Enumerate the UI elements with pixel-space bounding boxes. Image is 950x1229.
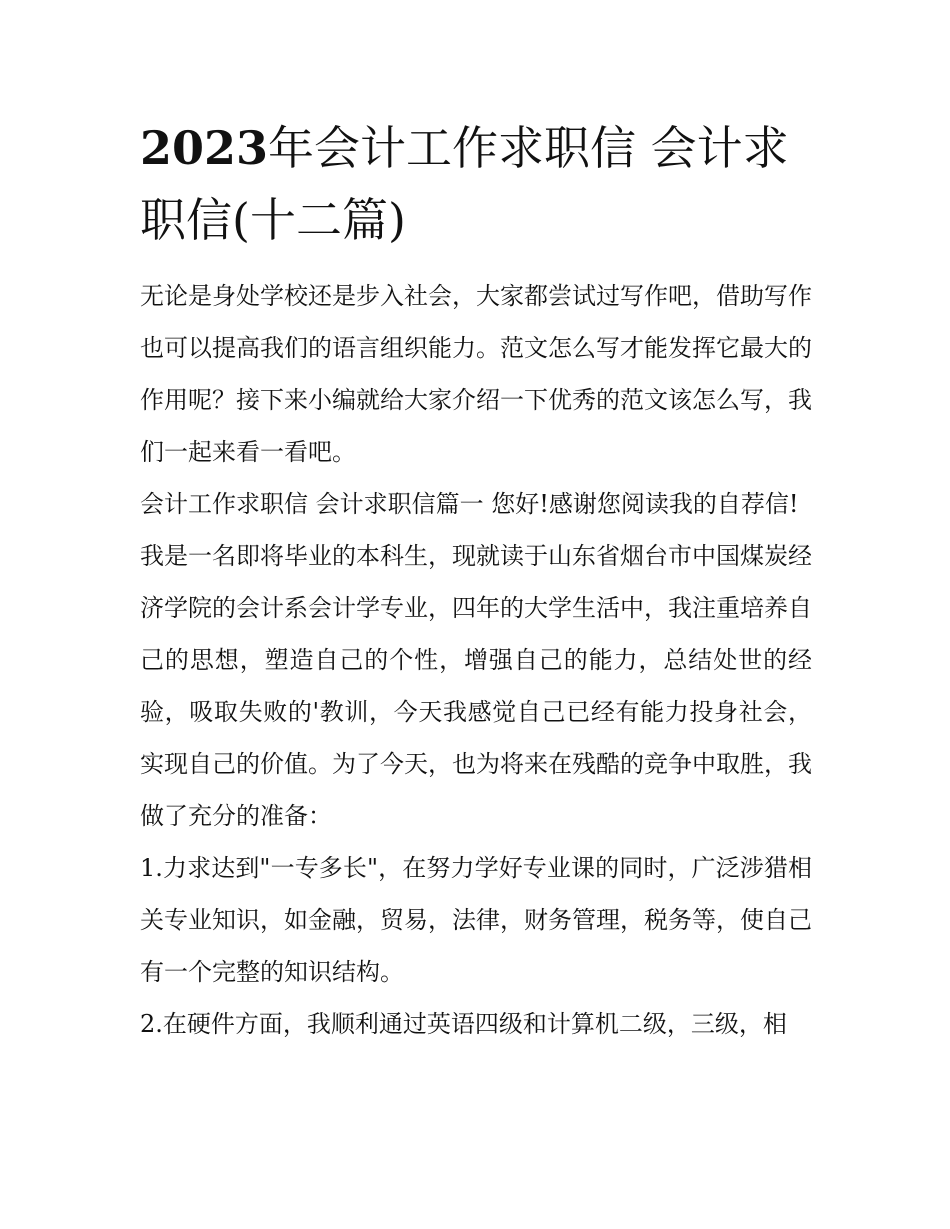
title-year: 2023 [140,121,269,175]
document-title [140,112,812,256]
title-text: 年会计工作求职信 会计求职信(十二篇) [140,121,789,247]
self-introduction-paragraph: 我是一名即将毕业的本科生，现就读于山东省烟台市中国煤炭经济学院的会计系会计学专业，四年的大学生活中，我注重培养自己的思想，塑造自己的个性，增强自己的能力，总结处世的经验，吸取失败的'教训，今天我感觉自己已经有能力投身社会，实现自己的价值。为了今天，也为将来在残酷的竞争中取胜，我做了充分的准备： [140,542,812,830]
point-one-paragraph: 1.力求达到"一专多长"，在努力学好专业课的同时，广泛涉猎相关专业知识，如金融，贸易，法律，财务管理，税务等，使自己有一个完整的知识结构。 [140,854,812,986]
document-page [140,112,812,1050]
intro-paragraph: 无论是身处学校还是步入社会，大家都尝试过写作吧，借助写作也可以提高我们的语言组织能力。范文怎么写才能发挥它最大的作用呢？接下来小编就给大家介绍一下优秀的范文该怎么写，我们一起来看一看吧。 [140,282,812,466]
letter-heading-paragraph: 会计工作求职信 会计求职信篇一 您好!感谢您阅读我的自荐信! [140,490,799,518]
point-two-paragraph: 2.在硬件方面，我顺利通过英语四级和计算机二级，三级，相 [140,1010,787,1038]
